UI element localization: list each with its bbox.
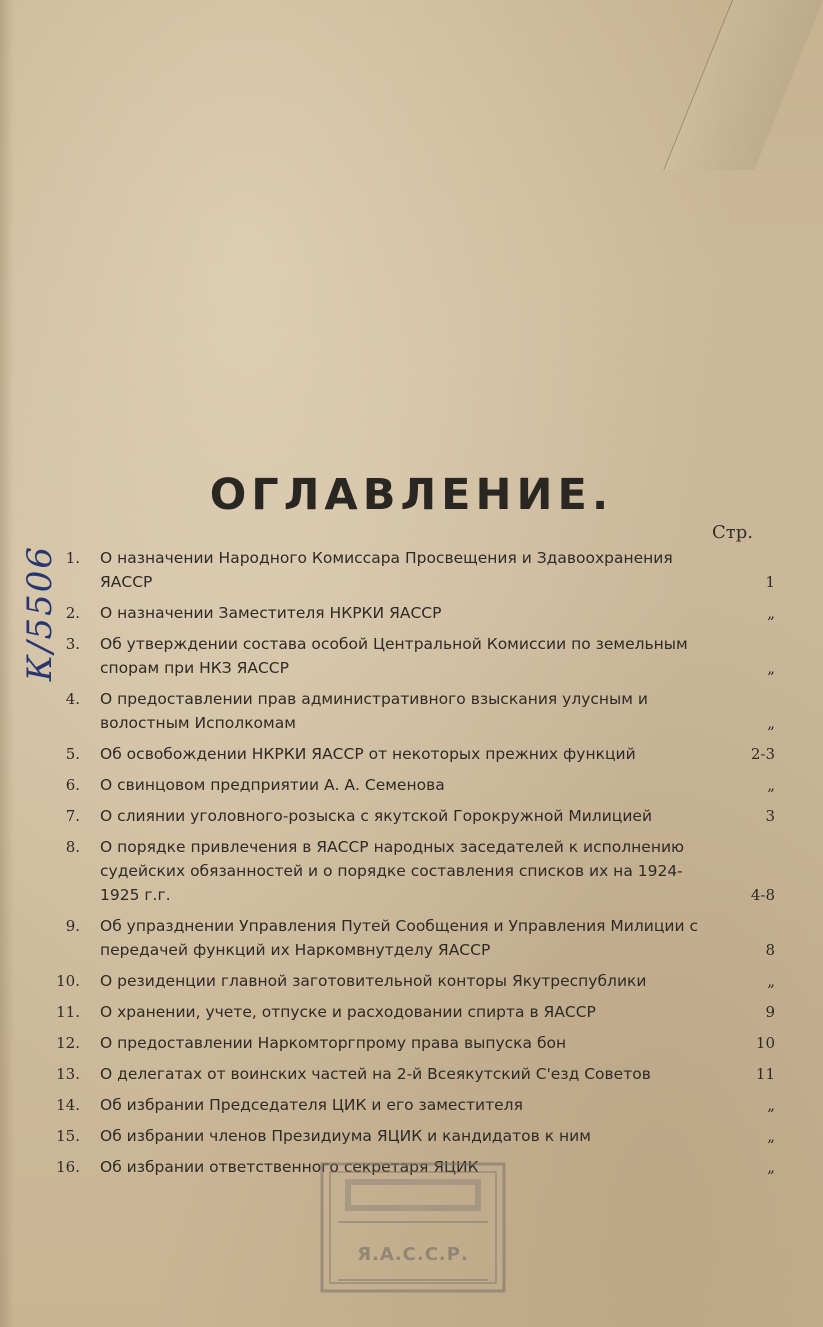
- toc-entry: [0, 1031, 823, 1055]
- toc-entry-page: 4-8: [750, 886, 775, 904]
- toc-entry-title: О свинцовом предприятии А. А. Семенова: [100, 776, 445, 794]
- toc-entry-title: О делегатах от воинских частей на 2-й Всеякутский С'езд Советов: [100, 1065, 651, 1083]
- toc-entry: [0, 546, 823, 594]
- toc-entry-title: О назначении Народного Комиссара Просвещения и Здавоохранения ЯАССР: [100, 549, 673, 591]
- page-column-header: Стр.: [712, 522, 753, 543]
- toc-entry: [0, 632, 823, 680]
- toc-entry-title: Об упразднении Управления Путей Сообщения и Управления Милиции с передачей функций их Наркомвнутделу ЯАССР: [100, 917, 698, 959]
- toc-entry-page: 9: [765, 1003, 775, 1021]
- toc-entry: [0, 1093, 823, 1117]
- toc-entry-number: 2.: [65, 604, 80, 622]
- toc-entry-number: 6.: [65, 776, 80, 794]
- toc-entry: [0, 804, 823, 828]
- document-title: ОГЛАВЛЕНИЕ.: [209, 470, 614, 520]
- toc-entry-number: 11.: [56, 1003, 80, 1021]
- toc-entry-number: 15.: [56, 1127, 80, 1145]
- toc-entry-number: 13.: [56, 1065, 80, 1083]
- toc-entry-title: О слиянии уголовного-розыска с якутской Горокружной Милицией: [100, 807, 653, 825]
- toc-entry-number: 10.: [56, 972, 80, 990]
- toc-entry-page: „: [767, 972, 775, 990]
- toc-entry-title: Об освобождении НКРКИ ЯАССР от некоторых прежних функций: [100, 745, 636, 763]
- toc-entry-page: „: [767, 1127, 775, 1145]
- toc-entry-page: „: [767, 659, 775, 677]
- toc-entry-number: 4.: [65, 690, 80, 708]
- toc-entry: [0, 601, 823, 625]
- toc-entry-number: 7.: [65, 807, 80, 825]
- toc-entry-page: 2-3: [750, 745, 775, 763]
- toc-entry: [0, 773, 823, 797]
- toc-entry-page: „: [767, 776, 775, 794]
- toc-entry-title: О предоставлении Наркомторгпрому права выпуска бон: [100, 1034, 567, 1052]
- toc-entry-title: О хранении, учете, отпуске и расходовании спирта в ЯАССР: [100, 1003, 596, 1021]
- toc-entry-number: 1.: [65, 549, 80, 567]
- toc-entry-number: 16.: [56, 1158, 80, 1176]
- toc-entry-title: О резиденции главной заготовительной конторы Якутреспублики: [100, 972, 647, 990]
- page-corner-fold: [663, 0, 823, 170]
- toc-entry-title: О порядке привлечения в ЯАССР народных заседателей к исполнению судейских обязанностей и о порядке составления списков их на 1924-1925 г.г.: [100, 838, 685, 904]
- toc-entry: [0, 969, 823, 993]
- toc-entry: [0, 835, 823, 907]
- toc-entry-page: „: [767, 1158, 775, 1176]
- toc-entry-number: 5.: [65, 745, 80, 763]
- toc-entry-page: 1: [765, 573, 775, 591]
- handwritten-inventory-number-text: К/5506: [20, 545, 60, 682]
- toc-entry-number: 9.: [65, 917, 80, 935]
- toc-entry: [0, 1124, 823, 1148]
- library-stamp-frame: [318, 1160, 508, 1295]
- library-stamp-text: Я.А.С.С.Р.: [357, 1244, 469, 1265]
- toc-entry-page: „: [767, 1096, 775, 1114]
- toc-entry-number: 14.: [56, 1096, 80, 1114]
- toc-entry: [0, 914, 823, 962]
- toc-entry: [0, 1000, 823, 1024]
- toc-entry-title: Об утверждении состава особой Центральной Комиссии по земельным спорам при НКЗ ЯАССР: [100, 635, 688, 677]
- toc-entry-page: 11: [755, 1065, 775, 1083]
- toc-entry-title: Об избрании Председателя ЦИК и его заместителя: [100, 1096, 523, 1114]
- toc-entry: [0, 687, 823, 735]
- toc-entry-page: 8: [765, 941, 775, 959]
- toc-entry: [0, 1062, 823, 1086]
- toc-entry-page: 10: [755, 1034, 775, 1052]
- toc-entry-page: „: [767, 604, 775, 622]
- toc-entry-title: Об избрании членов Президиума ЯЦИК и кандидатов к ним: [100, 1127, 591, 1145]
- toc-entry-title: О назначении Заместителя НКРКИ ЯАССР: [100, 604, 442, 622]
- toc-entry: [0, 742, 823, 766]
- toc-entry-page: 3: [765, 807, 775, 825]
- toc-entry-number: 12.: [56, 1034, 80, 1052]
- table-of-contents: [0, 546, 823, 1186]
- toc-entry-title: О предоставлении прав административного взыскания улусным и волостным Исполкомам: [100, 690, 648, 732]
- toc-entry-number: 8.: [65, 838, 80, 856]
- toc-entry-page: „: [767, 714, 775, 732]
- toc-entry-number: 3.: [65, 635, 80, 653]
- toc-entry-title: Об избрании ответственного секретаря ЯЦИК: [100, 1158, 479, 1176]
- library-stamp: [318, 1160, 508, 1295]
